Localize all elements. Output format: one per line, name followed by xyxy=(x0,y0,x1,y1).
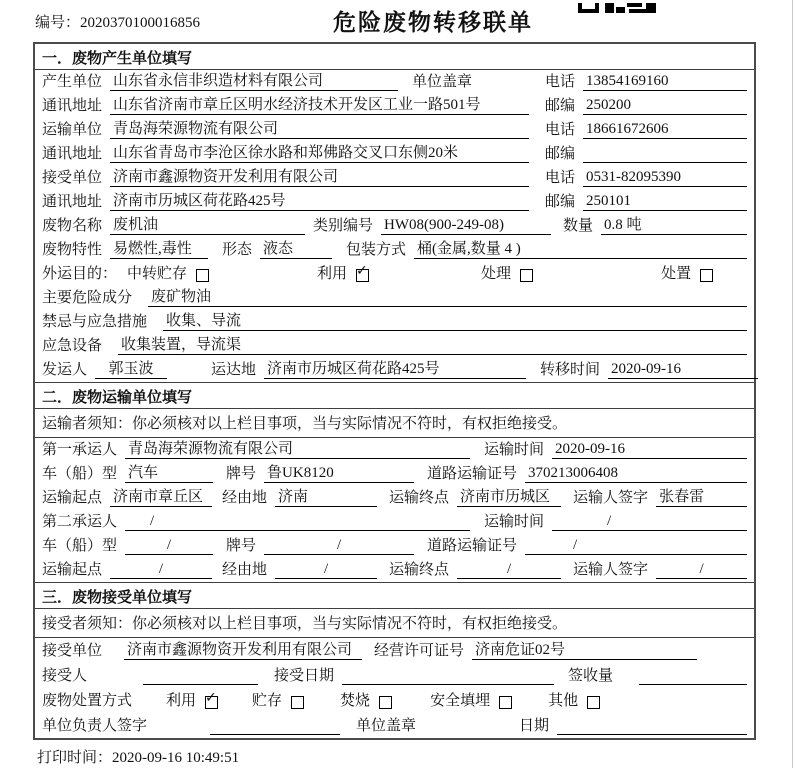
accept-date-label: 接受日期 xyxy=(274,668,335,684)
first-carrier-value: 青岛海荣源物流有限公司 xyxy=(125,437,470,459)
row-waste-name xyxy=(35,214,754,238)
row-receive-unit xyxy=(35,166,754,190)
waste-property-label: 废物特性 xyxy=(42,242,103,258)
route-start1-label: 运输起点 xyxy=(42,490,103,506)
receipt-quantity-label: 签收量 xyxy=(568,668,614,684)
transport-address-label: 通讯地址 xyxy=(42,146,103,162)
purpose-transit-storage-label: 中转贮存 xyxy=(127,266,188,282)
plate1-label: 牌号 xyxy=(226,466,257,482)
transporter-notice: 运输者须知：你必须核对以上栏目事项，当与实际情况不符时，有权拒绝接受。 xyxy=(35,409,754,438)
via1-value: 济南 xyxy=(275,485,377,507)
transport-time2-value: / xyxy=(552,513,747,531)
row-second-carrier xyxy=(35,510,754,534)
hazard-component-value: 废矿物油 xyxy=(148,285,747,307)
row-emergency-equipment xyxy=(35,334,754,358)
transport-zip-label: 邮编 xyxy=(545,146,576,162)
receiver-notice: 接受者须知：你必须核对以上栏目事项，当与实际情况不符时，有权拒绝接受。 xyxy=(35,609,754,638)
transport-time1-value: 2020-09-16 xyxy=(552,441,747,459)
transfer-time-value: 2020-09-16 xyxy=(608,361,758,379)
row-vehicle2 xyxy=(35,534,754,558)
responsible-sign-value xyxy=(210,719,340,735)
plate2-label: 牌号 xyxy=(226,538,257,554)
page-title: 危险废物转移联单 xyxy=(333,10,533,35)
producer-label: 产生单位 xyxy=(42,74,103,90)
purpose-utilize-label: 利用 xyxy=(317,266,348,282)
license-value: 济南危证02号 xyxy=(472,638,697,660)
receive-unit-value: 济南市鑫源物资开发利用有限公司 xyxy=(110,165,529,187)
receive-zip-label: 邮编 xyxy=(545,194,576,210)
via2-value: / xyxy=(275,561,377,579)
serial-number-line xyxy=(35,11,200,32)
emergency-equipment-value: 收集装置，导流渠 xyxy=(118,333,747,355)
carrier-sign2-value: / xyxy=(656,561,747,579)
transport-address-value: 山东省青岛市李沧区徐水路和郑佛路交叉口东侧20米 xyxy=(110,141,529,163)
checkbox-disposal-storage xyxy=(291,696,304,709)
disposal-other-label: 其他 xyxy=(548,693,579,709)
row-route1 xyxy=(35,486,754,510)
unit-seal3-label: 单位盖章 xyxy=(356,718,417,734)
packaging-label: 包装方式 xyxy=(346,242,407,258)
receive-zip-value: 250101 xyxy=(583,193,747,211)
checkbox-treat xyxy=(520,269,533,282)
disposal-utilize-label: 利用 xyxy=(166,693,197,709)
producer-phone-value: 13854169160 xyxy=(583,73,747,91)
producer-address-label: 通讯地址 xyxy=(42,98,103,114)
checkbox-disposal-utilize: ✓ xyxy=(205,696,218,709)
transport-unit-value: 青岛海荣源物流有限公司 xyxy=(110,117,529,139)
row-hazard-component xyxy=(35,286,754,310)
serial-label: 编号： xyxy=(35,15,81,31)
producer-zip-value: 250200 xyxy=(583,97,747,115)
checkbox-transit-storage xyxy=(196,269,209,282)
transport-phone-value: 18661672606 xyxy=(583,121,747,139)
transport-unit-label: 运输单位 xyxy=(42,122,103,138)
receive-phone-label: 电话 xyxy=(545,170,576,186)
row-receive-address xyxy=(35,190,754,214)
receive-address-value: 济南市历城区荷花路425号 xyxy=(110,189,529,211)
second-carrier-label: 第二承运人 xyxy=(42,514,118,530)
sign-date-value xyxy=(557,719,747,735)
receive-unit-label: 接受单位 xyxy=(42,170,103,186)
acceptor-value xyxy=(143,669,258,685)
receiving-unit-value: 济南市鑫源物资开发利用有限公司 xyxy=(124,638,362,660)
transport-zip-value xyxy=(583,147,747,163)
qr-code-fragment-icon xyxy=(578,0,656,18)
print-time-value: 2020-09-16 10:49:51 xyxy=(112,750,240,766)
section2-header: 二．废物运输单位填写 xyxy=(35,382,754,409)
carrier-sign1-value: 张春雷 xyxy=(656,485,747,507)
route-end2-value: / xyxy=(457,561,561,579)
purpose-dispose-label: 处置 xyxy=(661,266,692,282)
first-carrier-label: 第一承运人 xyxy=(42,442,118,458)
checkbox-disposal-other xyxy=(587,696,600,709)
row-disposal-method xyxy=(35,688,754,713)
emergency-equipment-label: 应急设备 xyxy=(42,338,103,354)
route-start1-value: 济南市章丘区 xyxy=(110,485,212,507)
sign-date-label: 日期 xyxy=(519,718,550,734)
transport-time2-label: 运输时间 xyxy=(484,514,545,530)
via1-label: 经由地 xyxy=(222,490,268,506)
disposal-storage-label: 贮存 xyxy=(252,693,283,709)
row-vehicle1 xyxy=(35,462,754,486)
transport-phone-label: 电话 xyxy=(545,122,576,138)
checkbox-dispose xyxy=(700,269,713,282)
transport-time1-label: 运输时间 xyxy=(484,442,545,458)
disposal-method-label: 废物处置方式 xyxy=(42,693,133,709)
responsible-sign-label: 单位负责人签字 xyxy=(42,718,148,734)
section1-header: 一．废物产生单位填写 xyxy=(35,44,754,70)
vehicle-type2-label: 车（船）型 xyxy=(42,538,118,554)
vehicle-type2-value: / xyxy=(125,537,213,555)
carrier-sign1-label: 运输人签字 xyxy=(573,490,649,506)
taboo-measures-label: 禁忌与应急措施 xyxy=(42,314,148,330)
category-code-label: 类别编号 xyxy=(313,218,374,234)
hazard-component-label: 主要危险成分 xyxy=(42,290,133,306)
destination-label: 运达地 xyxy=(211,362,257,378)
plate1-value: 鲁UK8120 xyxy=(264,461,414,483)
quantity-value: 0.8 吨 xyxy=(601,213,747,235)
category-code-value: HW08(900-249-08) xyxy=(381,217,551,235)
receiving-unit-label: 接受单位 xyxy=(42,643,103,659)
page-edge-line xyxy=(792,0,793,768)
row-acceptor xyxy=(35,663,754,688)
row-receiving-unit xyxy=(35,638,754,663)
road-cert2-value: / xyxy=(525,537,747,555)
disposal-incinerate-label: 焚烧 xyxy=(340,693,371,709)
vehicle-type1-label: 车（船）型 xyxy=(42,466,118,482)
outbound-purpose-label: 外运目的： xyxy=(42,266,118,282)
transfer-time-label: 转移时间 xyxy=(540,362,601,378)
row-transport-unit xyxy=(35,118,754,142)
road-cert1-label: 道路运输证号 xyxy=(427,466,518,482)
section3-header: 三．废物接受单位填写 xyxy=(35,582,754,609)
serial-value: 2020370100016856 xyxy=(80,15,201,31)
road-cert1-value: 370213006408 xyxy=(525,465,747,483)
packaging-value: 桶(金属,数量 4 ) xyxy=(414,237,747,259)
route-end1-label: 运输终点 xyxy=(389,490,450,506)
producer-value: 山东省永信非织造材料有限公司 xyxy=(110,69,398,91)
unit-seal-label: 单位盖章 xyxy=(412,74,473,90)
quantity-label: 数量 xyxy=(563,218,594,234)
waste-property-value: 易燃性,毒性 xyxy=(110,237,208,259)
producer-address-value: 山东省济南市章丘区明水经济技术开发区工业一路501号 xyxy=(110,93,529,115)
row-route2 xyxy=(35,558,754,582)
waste-name-value: 废机油 xyxy=(110,213,305,235)
print-time-line xyxy=(37,746,239,767)
row-producer-address xyxy=(35,94,754,118)
producer-phone-label: 电话 xyxy=(545,74,576,90)
receive-address-label: 通讯地址 xyxy=(42,194,103,210)
shipper-value: 郭玉波 xyxy=(95,357,167,379)
print-time-label: 打印时间： xyxy=(37,750,113,766)
vehicle-type1-value: 汽车 xyxy=(125,461,213,483)
destination-value: 济南市历城区荷花路425号 xyxy=(264,357,526,379)
row-first-carrier xyxy=(35,438,754,462)
carrier-sign2-label: 运输人签字 xyxy=(573,562,649,578)
route-start2-label: 运输起点 xyxy=(42,562,103,578)
accept-date-value xyxy=(342,669,554,685)
row-outbound-purpose xyxy=(35,262,754,286)
route-end1-value: 济南市历城区 xyxy=(457,485,561,507)
waste-name-label: 废物名称 xyxy=(42,218,103,234)
row-waste-property xyxy=(35,238,754,262)
row-producer xyxy=(35,70,754,94)
producer-zip-label: 邮编 xyxy=(545,98,576,114)
checkbox-disposal-landfill xyxy=(499,696,512,709)
route-start2-value: / xyxy=(110,561,212,579)
second-carrier-value: / xyxy=(125,513,470,531)
manifest-form xyxy=(33,42,756,740)
via2-label: 经由地 xyxy=(222,562,268,578)
row-responsible-sign xyxy=(35,713,754,738)
license-label: 经营许可证号 xyxy=(374,643,465,659)
row-shipper xyxy=(35,358,754,382)
receive-phone-value: 0531-82095390 xyxy=(583,169,747,187)
plate2-value: / xyxy=(264,537,414,555)
receipt-quantity-value xyxy=(639,669,747,685)
route-end2-label: 运输终点 xyxy=(389,562,450,578)
acceptor-label: 接受人 xyxy=(42,668,88,684)
shipper-label: 发运人 xyxy=(42,362,88,378)
road-cert2-label: 道路运输证号 xyxy=(427,538,518,554)
disposal-landfill-label: 安全填埋 xyxy=(430,693,491,709)
checkbox-disposal-incinerate xyxy=(379,696,392,709)
form-label: 形态 xyxy=(222,242,253,258)
row-taboo-measures xyxy=(35,310,754,334)
form-value: 液态 xyxy=(260,237,332,259)
purpose-treat-label: 处理 xyxy=(481,266,512,282)
row-transport-address xyxy=(35,142,754,166)
taboo-measures-value: 收集、导流 xyxy=(163,309,747,331)
checkbox-utilize: ✓ xyxy=(356,269,369,282)
